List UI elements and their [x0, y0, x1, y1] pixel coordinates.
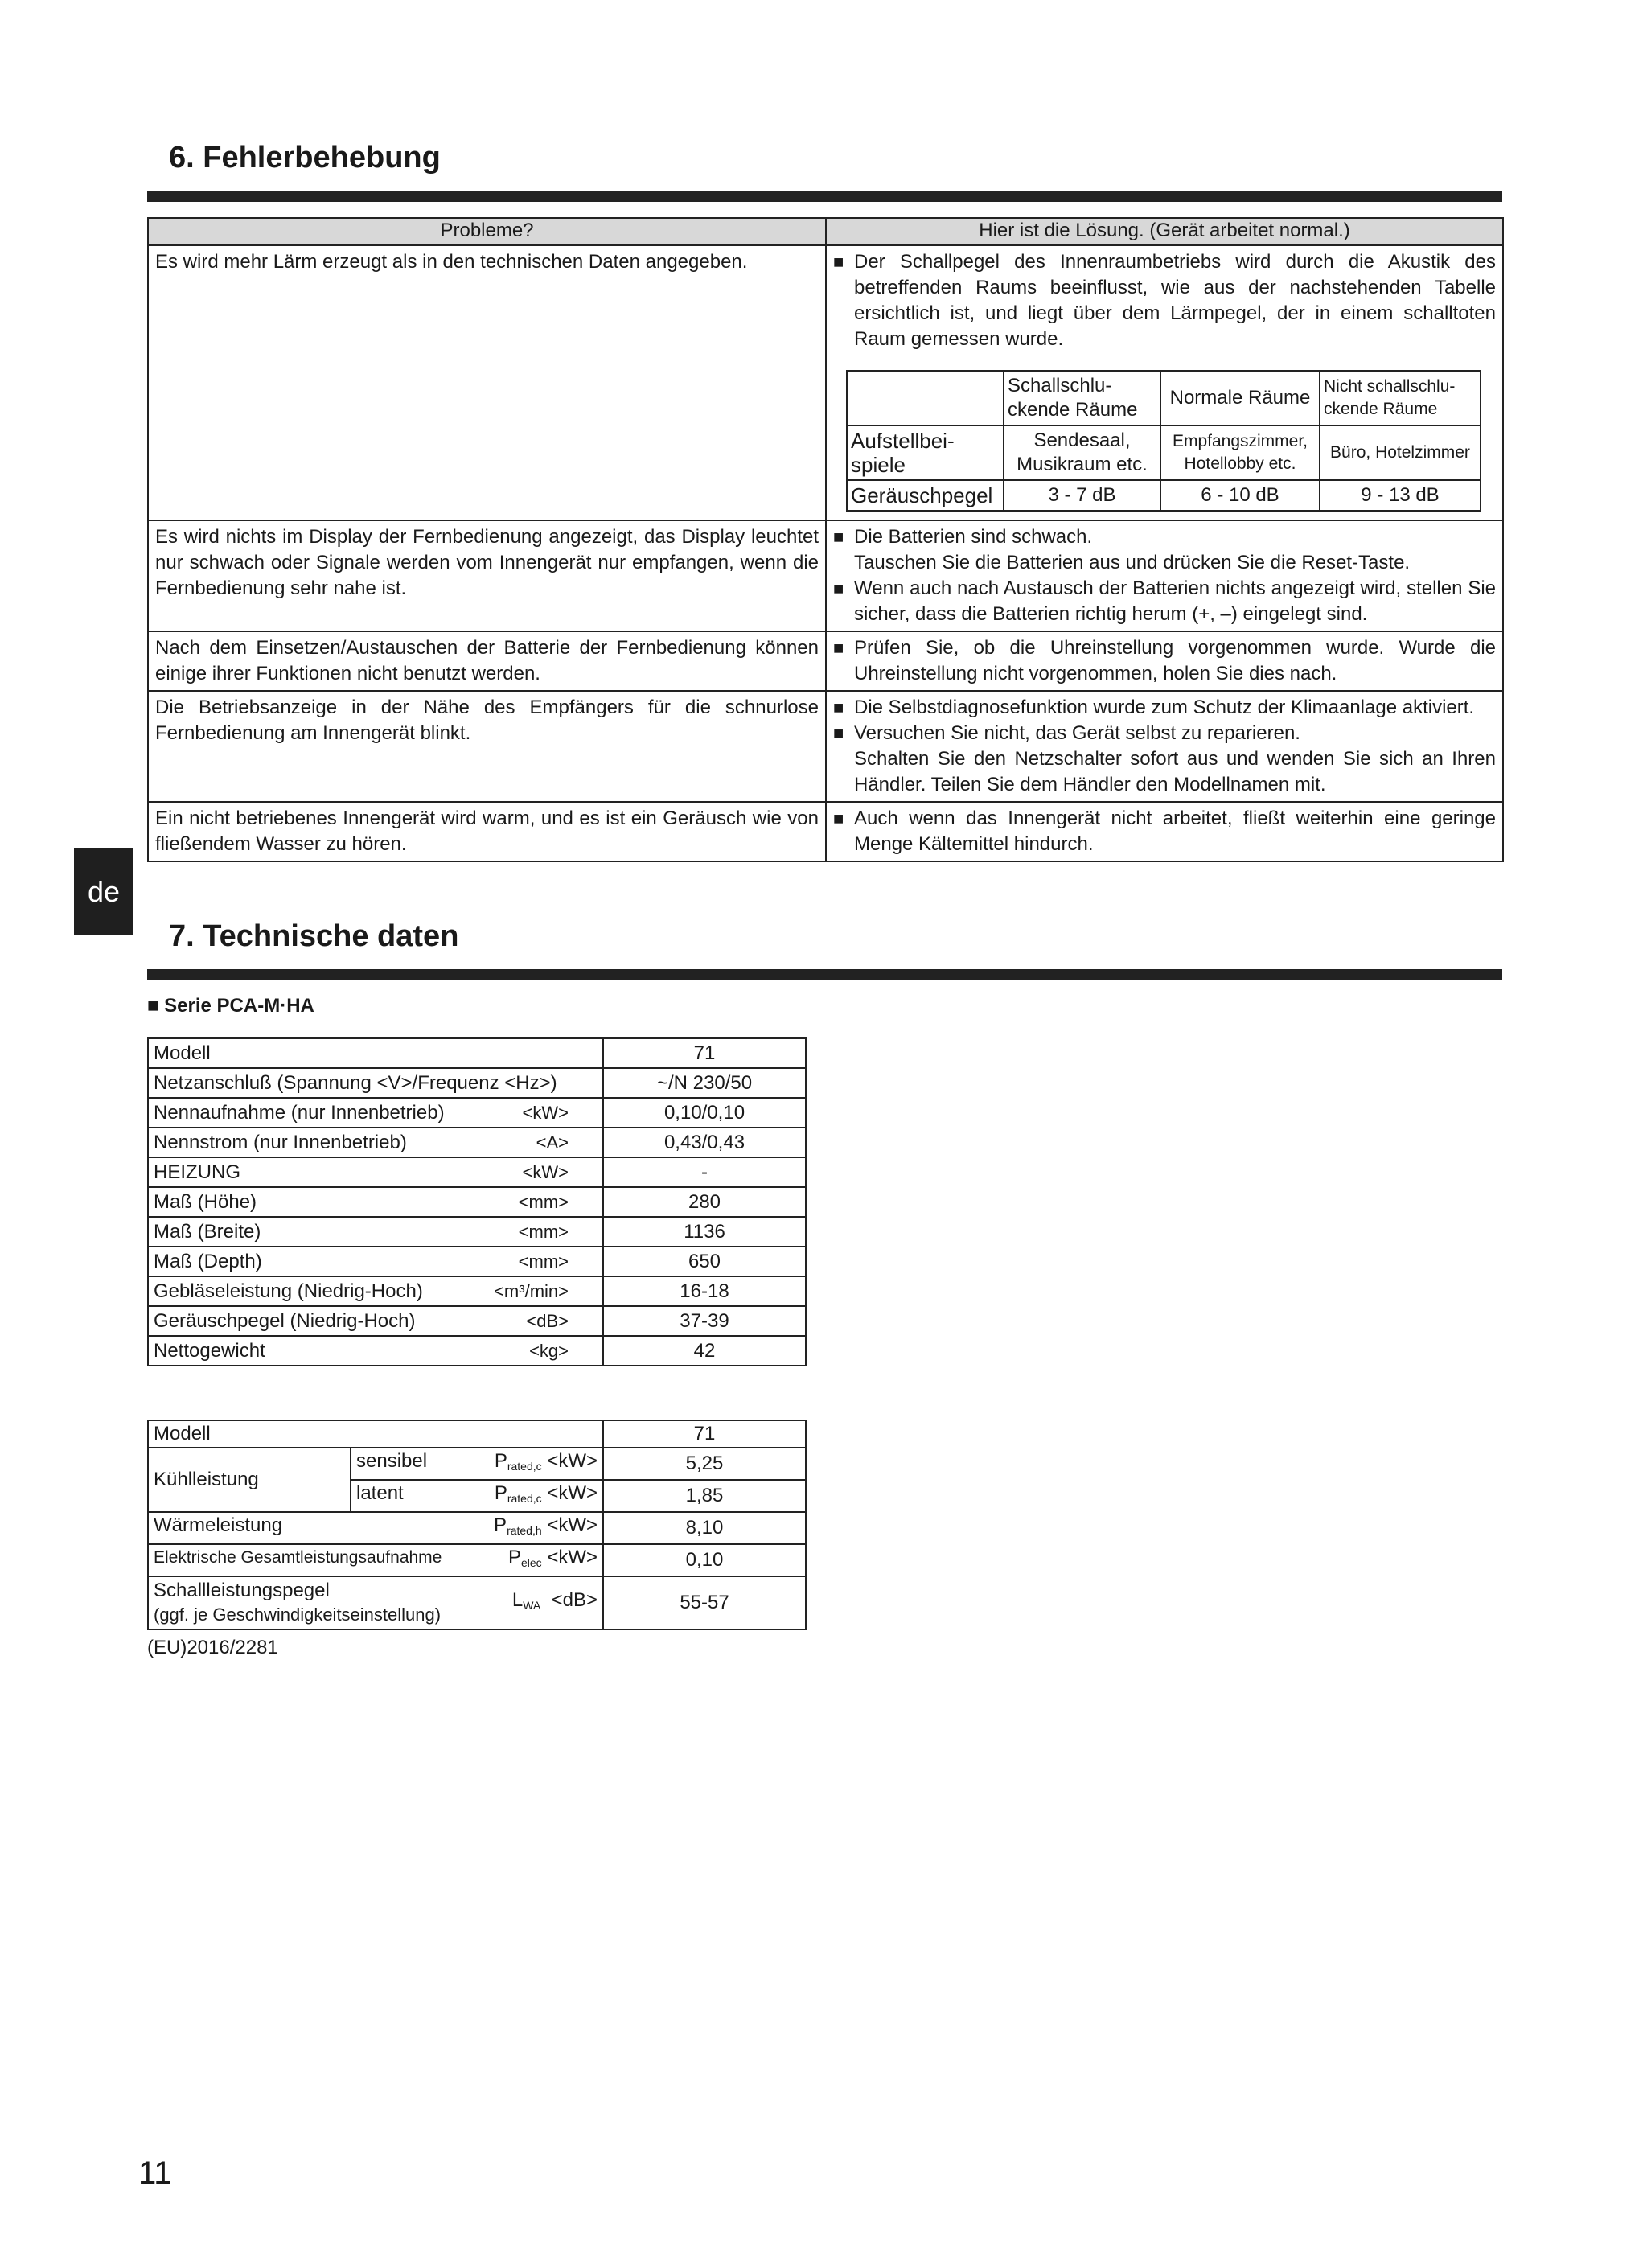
symbol: L	[511, 1589, 524, 1611]
solution-item	[833, 695, 1496, 721]
spec-value: 16-18	[603, 1276, 806, 1306]
spec2-cooling-label: Kühlleistung	[148, 1448, 351, 1512]
solution-cell	[826, 520, 1503, 631]
solution-item	[833, 635, 1496, 687]
spec2-latent-label: latent	[356, 1482, 404, 1504]
spec-label-cell	[148, 1306, 603, 1336]
spec-unit: <mm>	[518, 1251, 569, 1272]
spec-label: Nennaufnahme (nur Innenbetrieb)	[154, 1102, 445, 1124]
section-6-rule	[147, 191, 1502, 202]
spec2-electric-combo	[154, 1545, 598, 1576]
room-example-3: Büro, Hotelzimmer	[1320, 425, 1481, 480]
spec-unit: <kW>	[522, 1162, 569, 1182]
solution-line: Versuchen Sie nicht, das Gerät selbst zu reparieren.	[854, 722, 1300, 744]
spec2-row-electric	[148, 1544, 806, 1576]
unit: <kW>	[547, 1450, 598, 1472]
spec-label-cell	[148, 1068, 603, 1098]
spec2-sound-value: 55-57	[603, 1576, 806, 1629]
spec-label-cell	[148, 1217, 603, 1247]
spec-value: 42	[603, 1336, 806, 1366]
spec-value: ~/N 230/50	[603, 1068, 806, 1098]
spec2-model-label: Modell	[148, 1420, 603, 1448]
square-bullet-icon: ■	[833, 697, 844, 717]
room-noise-label: Geräuschpegel	[847, 480, 1004, 511]
table-row	[148, 520, 1503, 631]
spec-label: Nettogewicht	[154, 1340, 265, 1362]
room-examples-row	[847, 425, 1481, 480]
symbol-sub: WA	[523, 1599, 541, 1612]
problem-cell: Es wird mehr Lärm erzeugt als in den technischen Daten angegeben.	[148, 245, 826, 520]
symbol-sub: elec	[520, 1556, 542, 1569]
spec2-latent-value: 1,85	[603, 1480, 806, 1512]
spec-value: 650	[603, 1247, 806, 1276]
spec2-electric-cell	[148, 1544, 603, 1576]
room-example-1: Sendesaal, Musikraum etc.	[1004, 425, 1160, 480]
problem-cell: Es wird nichts im Display der Fernbedienung angezeigt, das Display leuchtet nur schwach oder Signale werden vom Innengerät nur empfangen, wenn die Fernbedienung sehr nahe ist.	[148, 520, 826, 631]
symbol-sub: rated,c	[507, 1492, 542, 1505]
symbol: P	[494, 1450, 507, 1472]
solution-text: Auch wenn das Innengerät nicht arbeitet, fließt weiterhin eine geringe Menge Kältemittel hindurch.	[854, 807, 1496, 855]
spec2-latent-symbol	[495, 1481, 598, 1511]
spec2-electric-symbol	[508, 1545, 598, 1576]
room-noise-3: 9 - 13 dB	[1320, 480, 1481, 511]
problem-cell: Die Betriebsanzeige in der Nähe des Empfängers für die schnurlose Fernbedienung am Innengerät blinkt.	[148, 691, 826, 802]
spec-label: Maß (Depth)	[154, 1251, 262, 1272]
spec-label: Maß (Breite)	[154, 1221, 261, 1243]
symbol: P	[494, 1514, 507, 1536]
spec2-latent-cell	[351, 1480, 603, 1512]
spec-label-cell	[148, 1276, 603, 1306]
unit: <kW>	[547, 1482, 598, 1504]
solution-text	[854, 524, 1496, 576]
spec2-row-heating	[148, 1512, 806, 1544]
square-bullet-icon: ■	[833, 638, 844, 658]
table-row	[148, 1157, 806, 1187]
symbol: P	[507, 1547, 521, 1568]
spec-label: HEIZUNG	[154, 1161, 240, 1183]
spec-label-wrap	[154, 1337, 598, 1365]
room-noise-row	[847, 480, 1481, 511]
spec-unit	[569, 1039, 598, 1067]
problem-cell: Ein nicht betriebenes Innengerät wird warm, und es ist ein Geräusch wie von fließendem Wasser zu hören.	[148, 802, 826, 861]
room-header-row	[847, 371, 1481, 425]
spec2-electric-label: Elektrische Gesamtleistungsaufnahme	[154, 1548, 442, 1567]
spec-unit: <kW>	[522, 1103, 569, 1123]
spec-label-wrap	[154, 1307, 598, 1335]
spec-unit: <A>	[536, 1132, 569, 1152]
square-bullet-icon: ■	[833, 252, 844, 272]
table-row	[148, 1098, 806, 1128]
spec2-heating-cell	[148, 1512, 603, 1544]
solution-text: Wenn auch nach Austausch der Batterien nichts angezeigt wird, stellen Sie sicher, dass die Batterien richtig herum (+, –) eingelegt sind.	[854, 577, 1496, 625]
spec-label-wrap	[154, 1158, 598, 1186]
room-empty-cell	[847, 371, 1004, 425]
regulation-note: (EU)2016/2281	[147, 1637, 278, 1658]
spec-unit: <kg>	[529, 1341, 569, 1361]
spec-label: Netzanschluß (Spannung <V>/Frequenz <Hz>)	[154, 1072, 557, 1094]
solution-cell	[826, 631, 1503, 691]
square-bullet-icon: ■	[833, 808, 844, 828]
table-row	[148, 1276, 806, 1306]
spec2-row-sensible	[148, 1448, 806, 1480]
solution-item	[833, 806, 1496, 857]
solution-cell	[826, 245, 1503, 520]
room-col-absorbent: Schallschlu-ckende Räume	[1004, 371, 1160, 425]
spec-table-1-body	[148, 1038, 806, 1366]
symbol-sub: rated,h	[507, 1524, 542, 1537]
room-col-nonabsorbent: Nicht schallschlu-ckende Räume	[1320, 371, 1481, 425]
square-bullet-icon: ■	[833, 723, 844, 743]
solution-line: Tauschen Sie die Batterien aus und drücken Sie die Reset-Taste.	[854, 552, 1411, 573]
spec-unit: <mm>	[518, 1192, 569, 1212]
header-solution: Hier ist die Lösung. (Gerät arbeitet normal.)	[826, 218, 1503, 245]
spec2-row-model	[148, 1420, 806, 1448]
troubleshooting-table	[147, 217, 1504, 862]
spec2-sensible-cell	[351, 1448, 603, 1480]
spec2-heating-combo	[154, 1513, 598, 1543]
solution-line: Schalten Sie den Netzschalter sofort aus und wenden Sie sich an Ihren Händler. Teilen Sie dem Händler den Modellnamen mit.	[854, 748, 1496, 795]
spec-label: Gebläseleistung (Niedrig-Hoch)	[154, 1280, 423, 1302]
square-bullet-icon: ■	[833, 527, 844, 547]
solution-line: Die Batterien sind schwach.	[854, 526, 1093, 548]
spec-label-cell	[148, 1038, 603, 1068]
spec2-sensible-label: sensibel	[356, 1450, 428, 1472]
spec-label-cell	[148, 1128, 603, 1157]
unit: <kW>	[547, 1547, 598, 1568]
spec-label-wrap	[154, 1069, 598, 1097]
table-row	[148, 1247, 806, 1276]
spec-label-wrap	[154, 1247, 598, 1276]
square-bullet-icon: ■	[833, 578, 844, 598]
spec-label: Nennstrom (nur Innenbetrieb)	[154, 1132, 407, 1153]
spec-label-cell	[148, 1187, 603, 1217]
room-example-2: Empfangszimmer, Hotellobby etc.	[1160, 425, 1320, 480]
solution-cell	[826, 691, 1503, 802]
page-number: 11	[138, 2155, 172, 2191]
spec-label-wrap	[154, 1128, 598, 1157]
solution-item	[833, 576, 1496, 627]
spec-unit: <mm>	[518, 1222, 569, 1242]
spec-value: 1136	[603, 1217, 806, 1247]
solution-item	[833, 721, 1496, 798]
table-row	[148, 1068, 806, 1098]
spec-label-cell	[148, 1336, 603, 1366]
unit: <kW>	[547, 1514, 598, 1536]
problem-cell: Nach dem Einsetzen/Austauschen der Batterie der Fernbedienung können einige ihrer Funktionen nicht benutzt werden.	[148, 631, 826, 691]
spec-unit: <dB>	[526, 1311, 569, 1331]
section-7-title: 7. Technische daten	[169, 919, 459, 953]
square-bullet-icon: ■	[147, 995, 159, 1017]
spec2-sound-combo	[154, 1579, 598, 1627]
table-header-row	[148, 218, 1503, 245]
solution-cell	[826, 802, 1503, 861]
spec2-sound-labels	[154, 1579, 441, 1627]
symbol: P	[494, 1482, 507, 1504]
room-examples-label: Aufstellbei-spiele	[847, 425, 1004, 480]
spec-value: 0,10/0,10	[603, 1098, 806, 1128]
table-row	[148, 1187, 806, 1217]
spec-label-wrap	[154, 1039, 598, 1067]
spec-value: 280	[603, 1187, 806, 1217]
table-row	[148, 631, 1503, 691]
spec-label-cell	[148, 1157, 603, 1187]
solution-text: Prüfen Sie, ob die Uhreinstellung vorgenommen wurde. Wurde die Uhreinstellung nicht vorgenommen, holen Sie dies nach.	[854, 637, 1496, 684]
solution-item	[833, 249, 1496, 352]
spec-unit	[569, 1069, 598, 1097]
spec-value: 0,43/0,43	[603, 1128, 806, 1157]
solution-text: Der Schallpegel des Innenraumbetriebs wird durch die Akustik des betreffenden Raums beeinflusst, wie aus der nachstehenden Tabelle ersichtlich ist, und liegt über dem Lärmpegel, der in einem schalltoten Raum gemessen wurde.	[854, 251, 1496, 350]
spec-value: 71	[603, 1038, 806, 1068]
solution-text: Die Selbstdiagnosefunktion wurde zum Schutz der Klimaanlage aktiviert.	[854, 696, 1475, 718]
spec2-electric-value: 0,10	[603, 1544, 806, 1576]
spec-label-cell	[148, 1098, 603, 1128]
spec-label-wrap	[154, 1188, 598, 1216]
spec-label-wrap	[154, 1218, 598, 1246]
language-tab: de	[74, 848, 133, 935]
spec2-sound-label: Schallleistungspegel	[154, 1580, 330, 1601]
section-6-title: 6. Fehlerbehebung	[169, 141, 441, 175]
spec2-heating-symbol	[494, 1513, 598, 1543]
spec-label-wrap	[154, 1099, 598, 1127]
spec-value: -	[603, 1157, 806, 1187]
spec2-latent-combo	[356, 1481, 598, 1511]
spec2-sound-symbol	[512, 1588, 598, 1617]
table-row	[148, 1128, 806, 1157]
series-label: Serie PCA-M·HA	[164, 995, 314, 1017]
spec-label: Geräuschpegel (Niedrig-Hoch)	[154, 1310, 416, 1332]
symbol-sub: rated,c	[507, 1460, 542, 1473]
spec-label: Maß (Höhe)	[154, 1191, 257, 1213]
spec-label: Modell	[154, 1042, 211, 1064]
table-row	[148, 1306, 806, 1336]
spec-table-2	[147, 1420, 807, 1630]
table-row	[148, 245, 1503, 520]
solution-item	[833, 524, 1496, 576]
spec-label-cell	[148, 1247, 603, 1276]
spec-table-1	[147, 1037, 807, 1366]
spec2-row-sound	[148, 1576, 806, 1629]
room-col-normal: Normale Räume	[1160, 371, 1320, 425]
spec-unit: <m³/min>	[494, 1281, 569, 1301]
spec-label-wrap	[154, 1277, 598, 1305]
room-acoustics-table	[846, 370, 1481, 512]
table-row	[148, 691, 1503, 802]
spec2-sensible-value: 5,25	[603, 1448, 806, 1480]
section-7-rule	[147, 969, 1502, 980]
table-row	[148, 1038, 806, 1068]
spec2-sound-cell	[148, 1576, 603, 1629]
spec2-heating-value: 8,10	[603, 1512, 806, 1544]
solution-text	[854, 721, 1496, 798]
spec2-sensible-combo	[356, 1448, 598, 1479]
header-problem: Probleme?	[148, 218, 826, 245]
table-row	[148, 1336, 806, 1366]
room-noise-1: 3 - 7 dB	[1004, 480, 1160, 511]
spec-value: 37-39	[603, 1306, 806, 1336]
series-heading	[147, 995, 314, 1017]
table-row	[148, 1217, 806, 1247]
unit: <dB>	[551, 1589, 598, 1611]
spec2-model-value: 71	[603, 1420, 806, 1448]
table-row	[148, 802, 1503, 861]
spec2-sound-note: (ggf. je Geschwindigkeitseinstellung)	[154, 1604, 442, 1625]
room-noise-2: 6 - 10 dB	[1160, 480, 1320, 511]
spec2-sensible-symbol	[495, 1448, 598, 1479]
spec2-heating-label: Wärmeleistung	[154, 1514, 283, 1536]
